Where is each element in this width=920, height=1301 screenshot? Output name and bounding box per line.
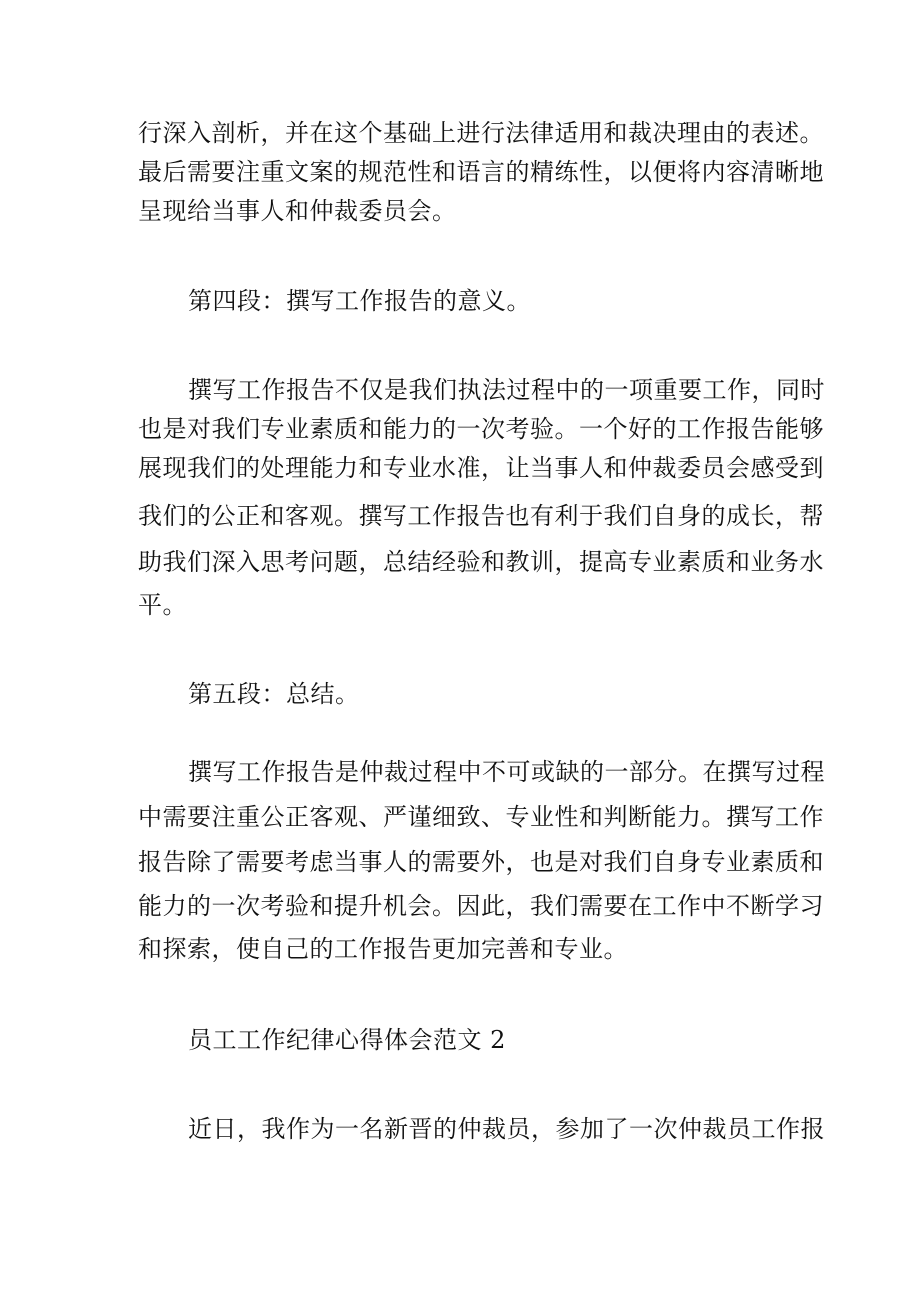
section-heading: 第四段：撰写工作报告的意义。 <box>188 287 531 315</box>
paragraph-line: 呈现给当事人和仲裁委员会。 <box>138 197 457 225</box>
section-heading: 第五段：总结。 <box>188 680 360 708</box>
paragraph-line: 也是对我们专业素质和能力的一次考验。一个好的工作报告能够 <box>138 415 824 443</box>
paragraph-line: 平。 <box>138 591 187 619</box>
paragraph-line: 最后需要注重文案的规范性和语言的精练性，以便将内容清晰地 <box>138 158 824 186</box>
paragraph-line: 撰写工作报告是仲裁过程中不可或缺的一部分。在撰写过程 <box>188 758 825 786</box>
paragraph-line: 撰写工作报告不仅是我们执法过程中的一项重要工作，同时 <box>188 376 825 404</box>
paragraph-line: 报告除了需要考虑当事人的需要外，也是对我们自身专业素质和 <box>138 848 824 876</box>
paragraph-line: 中需要注重公正客观、严谨细致、专业性和判断能力。撰写工作 <box>138 803 824 831</box>
section-title: 员工工作纪律心得体会范文 2 <box>188 1026 506 1054</box>
paragraph-line: 行深入剖析，并在这个基础上进行法律适用和裁决理由的表述。 <box>138 119 824 147</box>
paragraph-line: 能力的一次考验和提升机会。因此，我们需要在工作中不断学习 <box>138 892 824 920</box>
paragraph-line: 助我们深入思考问题，总结经验和教训，提高专业素质和业务水 <box>138 548 824 576</box>
paragraph-line: 和探索，使自己的工作报告更加完善和专业。 <box>138 935 628 963</box>
paragraph-line: 近日，我作为一名新晋的仲裁员，参加了一次仲裁员工作报 <box>188 1115 825 1143</box>
paragraph-line: 展现我们的处理能力和专业水准，让当事人和仲裁委员会感受到 <box>138 454 824 482</box>
paragraph-line: 我们的公正和客观。撰写工作报告也有利于我们自身的成长，帮 <box>138 502 824 530</box>
